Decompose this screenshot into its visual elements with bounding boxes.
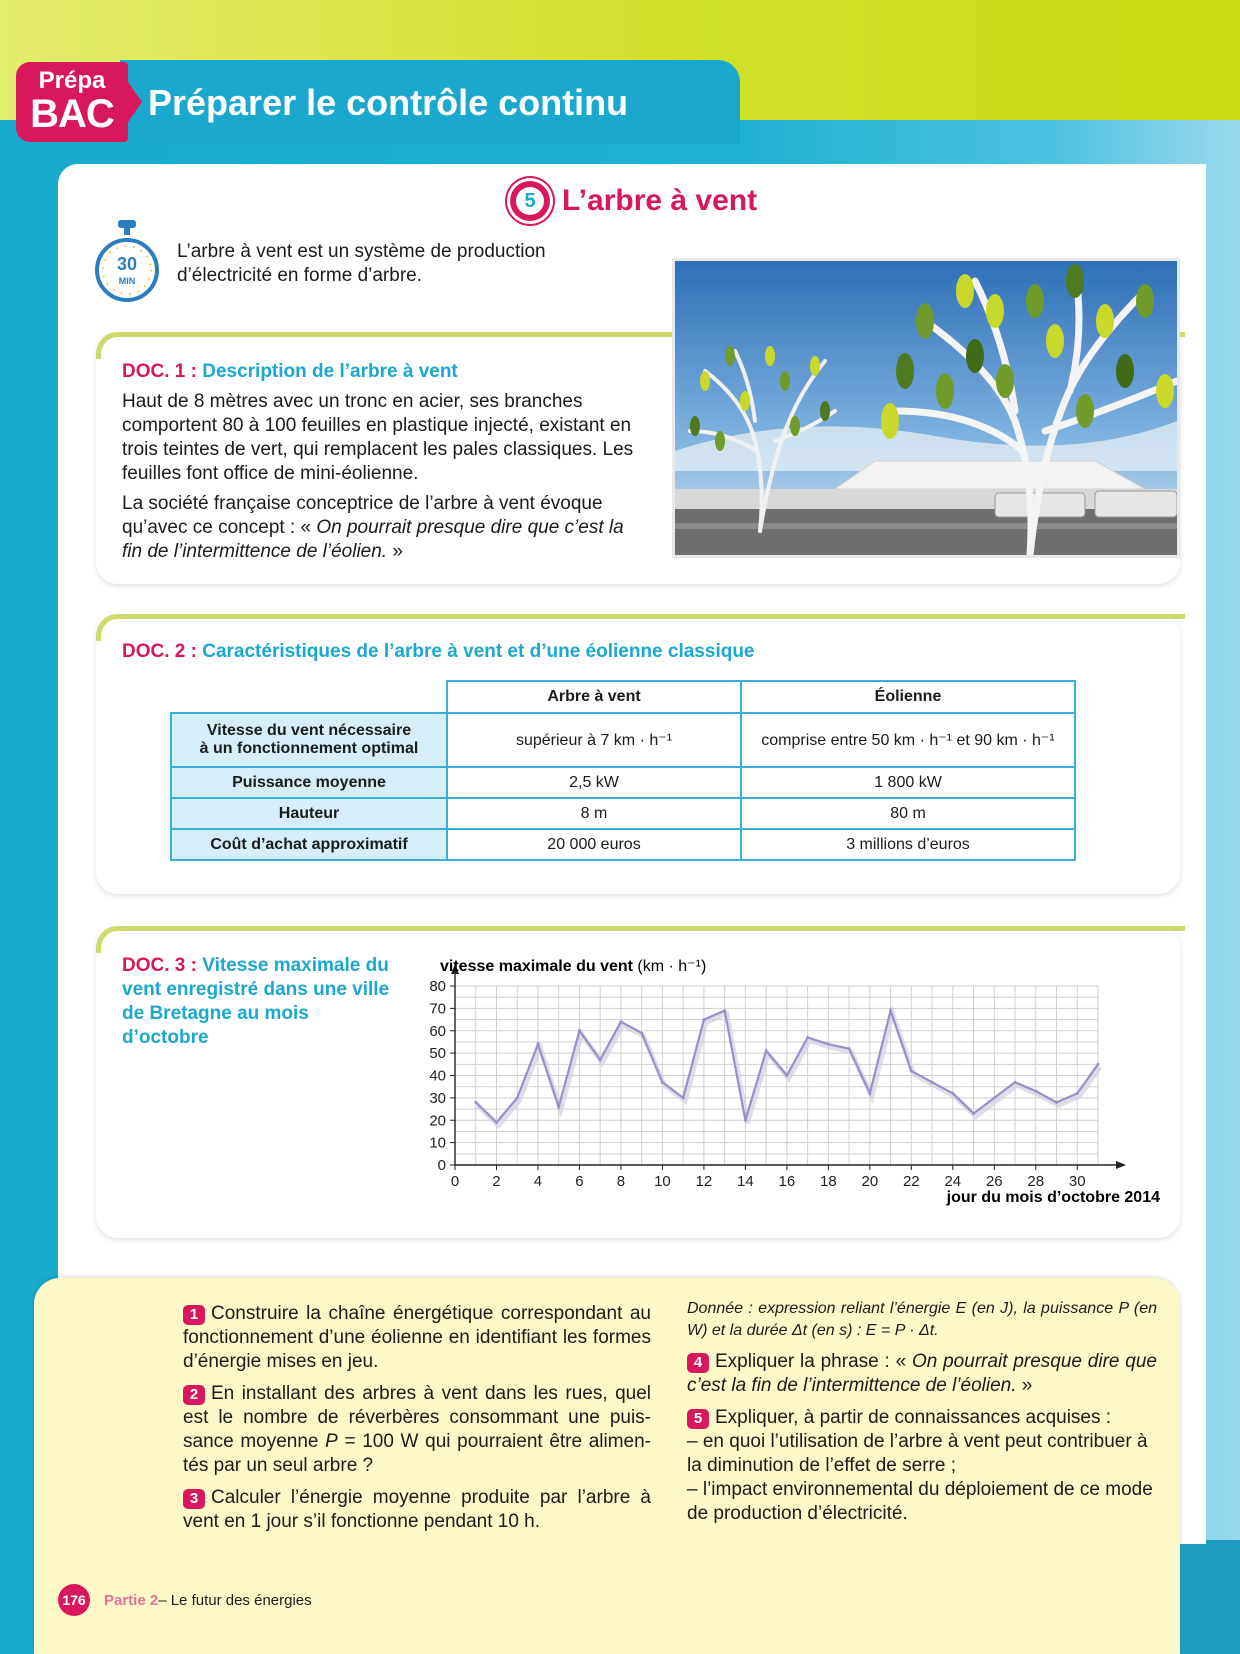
badge-line1: Prépa	[38, 67, 106, 94]
title-tab	[120, 60, 740, 144]
footer-chapter: – Le futur des énergies	[158, 1591, 312, 1609]
y-tick-label: 70	[429, 1000, 446, 1018]
doc2-heading	[122, 640, 755, 664]
question-5: 5 Expliquer, à partir de connaissances acquises :	[687, 1406, 1157, 1430]
data-point	[536, 1043, 539, 1046]
doc1-label: DOC. 1 :	[122, 361, 197, 382]
col-header-wind-tree: Arbre à vent	[447, 681, 741, 713]
table-row	[171, 767, 1075, 798]
stopwatch-icon	[94, 218, 160, 304]
x-tick-label: 8	[616, 1173, 626, 1190]
y-axis-ticks	[429, 978, 455, 1174]
y-tick-label: 20	[429, 1112, 446, 1130]
x-axis-arrow	[1116, 1161, 1126, 1169]
table-row	[171, 798, 1075, 829]
data-point	[827, 1043, 830, 1046]
y-tick-label: 60	[429, 1022, 446, 1040]
doc1-heading	[122, 360, 642, 384]
x-tick-label: 12	[695, 1173, 713, 1190]
doc3-title: Vitesse maximale du vent enregistré dans une ville de Bretagne au mois d’octobre	[122, 955, 390, 1048]
x-tick-label: 26	[985, 1173, 1003, 1190]
data-point	[889, 1009, 892, 1012]
x-tick-label: 18	[820, 1173, 837, 1190]
data-point	[972, 1112, 975, 1115]
data-point	[640, 1031, 643, 1034]
y-tick-label: 50	[429, 1045, 446, 1063]
table-cell: 3 millions d’euros	[741, 829, 1075, 860]
doc2-title: Caractéristiques de l’arbre à vent et d’une éolienne classique	[202, 641, 755, 662]
prepa-bac-badge	[16, 62, 128, 142]
data-point	[723, 1009, 726, 1012]
question-5-item-a: – en quoi l’utilisation de l’arbre à vent peut contribuer à la diminution de l’effet de serre ;	[687, 1431, 1148, 1476]
data-point	[516, 1096, 519, 1099]
data-point	[682, 1096, 685, 1099]
y-tick-label: 30	[429, 1089, 446, 1107]
doc1-paragraph2: La société française conceptrice de l’arbre à vent évoque qu’avec ce concept : « On pourrait presque dire que c’est la fin de l’intermittence de l’éolien. »	[122, 493, 624, 562]
data-point	[1034, 1090, 1037, 1093]
x-tick-label: 14	[737, 1173, 754, 1190]
table-cell: supérieur à 7 km · h⁻¹	[447, 713, 741, 767]
question-number: 3	[183, 1489, 205, 1509]
row-header: Coût d’achat approximatif	[171, 829, 447, 860]
timer-value: 30	[116, 254, 138, 274]
table-cell: 8 m	[447, 798, 741, 829]
data-point	[931, 1081, 934, 1084]
badge-line2: BAC	[30, 92, 114, 136]
data-point	[993, 1096, 996, 1099]
exercise-number-badge	[510, 181, 550, 221]
table-header-row	[171, 681, 1075, 713]
data-point	[1076, 1092, 1079, 1095]
data-point	[702, 1018, 705, 1021]
table-cell: comprise entre 50 km · h⁻¹ et 90 km · h⁻¹	[741, 713, 1075, 767]
data-point	[557, 1105, 560, 1108]
wind-tree-photo	[672, 258, 1180, 558]
col-header-wind-turbine: Éolienne	[741, 681, 1075, 713]
page-footer	[58, 1584, 312, 1616]
questions-right-column	[687, 1298, 1157, 1526]
comparison-table	[170, 680, 1076, 861]
x-tick-label: 30	[1068, 1173, 1086, 1190]
question-5-item-b: – l’impact environnemental du déploiement de ce mode de production d’électricité.	[687, 1479, 1153, 1524]
question-number: 2	[183, 1385, 205, 1405]
x-axis-ticks	[451, 1165, 1086, 1190]
y-axis-label: vitesse maximale du vent (km · h⁻¹)	[440, 958, 707, 975]
data-point	[599, 1058, 602, 1061]
table-cell: 80 m	[741, 798, 1075, 829]
x-tick-label: 0	[450, 1173, 460, 1190]
question-number: 1	[183, 1305, 205, 1325]
table-cell: 2,5 kW	[447, 767, 741, 798]
row-header: Hauteur	[171, 798, 447, 829]
x-tick-label: 16	[778, 1173, 796, 1190]
chart-grid	[451, 964, 1126, 1169]
data-point	[1055, 1101, 1058, 1104]
doc3-heading	[122, 954, 392, 1050]
table-row	[171, 713, 1075, 767]
data-point	[1097, 1063, 1100, 1066]
question-number: 4	[687, 1353, 709, 1373]
y-tick-label: 40	[429, 1067, 446, 1085]
question-2: 2 En installant des arbres à vent dans les rues, quel est le nombre de réverbères consommant une puis-sance moyenne P = 100 W qui pourraient être alimen-tés par un seul arbre ?	[183, 1383, 652, 1476]
x-axis-label: jour du mois d’octobre 2014	[946, 1189, 1160, 1206]
x-tick-label: 22	[902, 1173, 920, 1190]
exercise-name: L’arbre à vent	[562, 184, 758, 217]
doc2-label: DOC. 2 :	[122, 641, 197, 662]
exercise-title	[510, 178, 757, 224]
doc2-card	[96, 614, 1180, 894]
doc1-title: Description de l’arbre à vent	[202, 361, 458, 382]
page-number: 176	[58, 1584, 90, 1616]
x-tick-label: 2	[492, 1173, 501, 1190]
data-point	[1014, 1081, 1017, 1084]
x-tick-label: 10	[654, 1173, 671, 1190]
data-point	[744, 1119, 747, 1122]
table-row	[171, 829, 1075, 860]
question-1: 1 Construire la chaîne énergétique correspondant au fonctionnement d’une éolienne en identifiant les formes d’énergie mises en jeu.	[183, 1303, 651, 1372]
data-point	[619, 1020, 622, 1023]
corner-band	[1180, 1540, 1240, 1654]
data-point	[785, 1074, 788, 1077]
doc3-label: DOC. 3 :	[122, 955, 197, 976]
x-tick-label: 4	[533, 1173, 543, 1190]
data-point	[848, 1047, 851, 1050]
doc1-paragraph1: Haut de 8 mètres avec un tronc en acier, ses branches comportent 80 à 100 feuilles en plastique injecté, existant en trois teintes de vert, qui remplacent les pales classiques. Les feuilles font office de mini-éolienne.	[122, 391, 634, 484]
table-cell: 1 800 kW	[741, 767, 1075, 798]
exercise-number: 5	[516, 187, 544, 215]
wind-speed-chart	[400, 948, 1170, 1218]
data-point	[868, 1092, 871, 1095]
row-header: Vitesse du vent nécessaire à un fonctionnement optimal	[171, 713, 447, 767]
exercise-intro: L’arbre à vent est un système de production d’électricité en forme d’arbre.	[177, 241, 546, 286]
x-tick-label: 6	[575, 1173, 584, 1190]
question-number: 5	[687, 1409, 709, 1429]
data-point	[495, 1121, 498, 1124]
doc1-text	[122, 360, 642, 564]
data-point	[578, 1029, 581, 1032]
given-data: Donnée : expression reliant l’énergie E (en J), la puissance P (en W) et la durée Δt (en s) : E = P · Δt.	[687, 1300, 1157, 1339]
x-tick-label: 28	[1027, 1173, 1045, 1190]
y-tick-label: 0	[437, 1157, 446, 1174]
data-point	[765, 1049, 768, 1052]
footer-part: Partie 2	[104, 1591, 159, 1609]
data-point	[474, 1101, 477, 1104]
row-header: Puissance moyenne	[171, 767, 447, 798]
table-cell: 20 000 euros	[447, 829, 741, 860]
data-point	[910, 1070, 913, 1073]
data-point	[951, 1092, 954, 1095]
questions-left-column	[183, 1302, 651, 1542]
y-tick-label: 10	[429, 1134, 446, 1152]
timer-unit: MIN	[118, 276, 136, 286]
doc1-quote: On pourrait presque dire que c’est la fin de l’intermittence de l’éolien.	[122, 517, 624, 562]
data-point	[661, 1081, 664, 1084]
y-tick-label: 80	[429, 978, 446, 995]
question-3: 3 Calculer l’énergie moyenne produite par l’arbre à vent en 1 jour s’il fonctionne pendant 10 h.	[183, 1487, 651, 1532]
x-tick-label: 20	[861, 1173, 879, 1190]
data-point	[806, 1036, 809, 1039]
question-4: 4 Expliquer la phrase : « On pourrait presque dire que c’est la fin de l’intermittence de l’éolien. »	[687, 1351, 1157, 1396]
x-tick-label: 24	[944, 1173, 962, 1190]
page-title: Préparer le contrôle continu	[148, 82, 629, 123]
